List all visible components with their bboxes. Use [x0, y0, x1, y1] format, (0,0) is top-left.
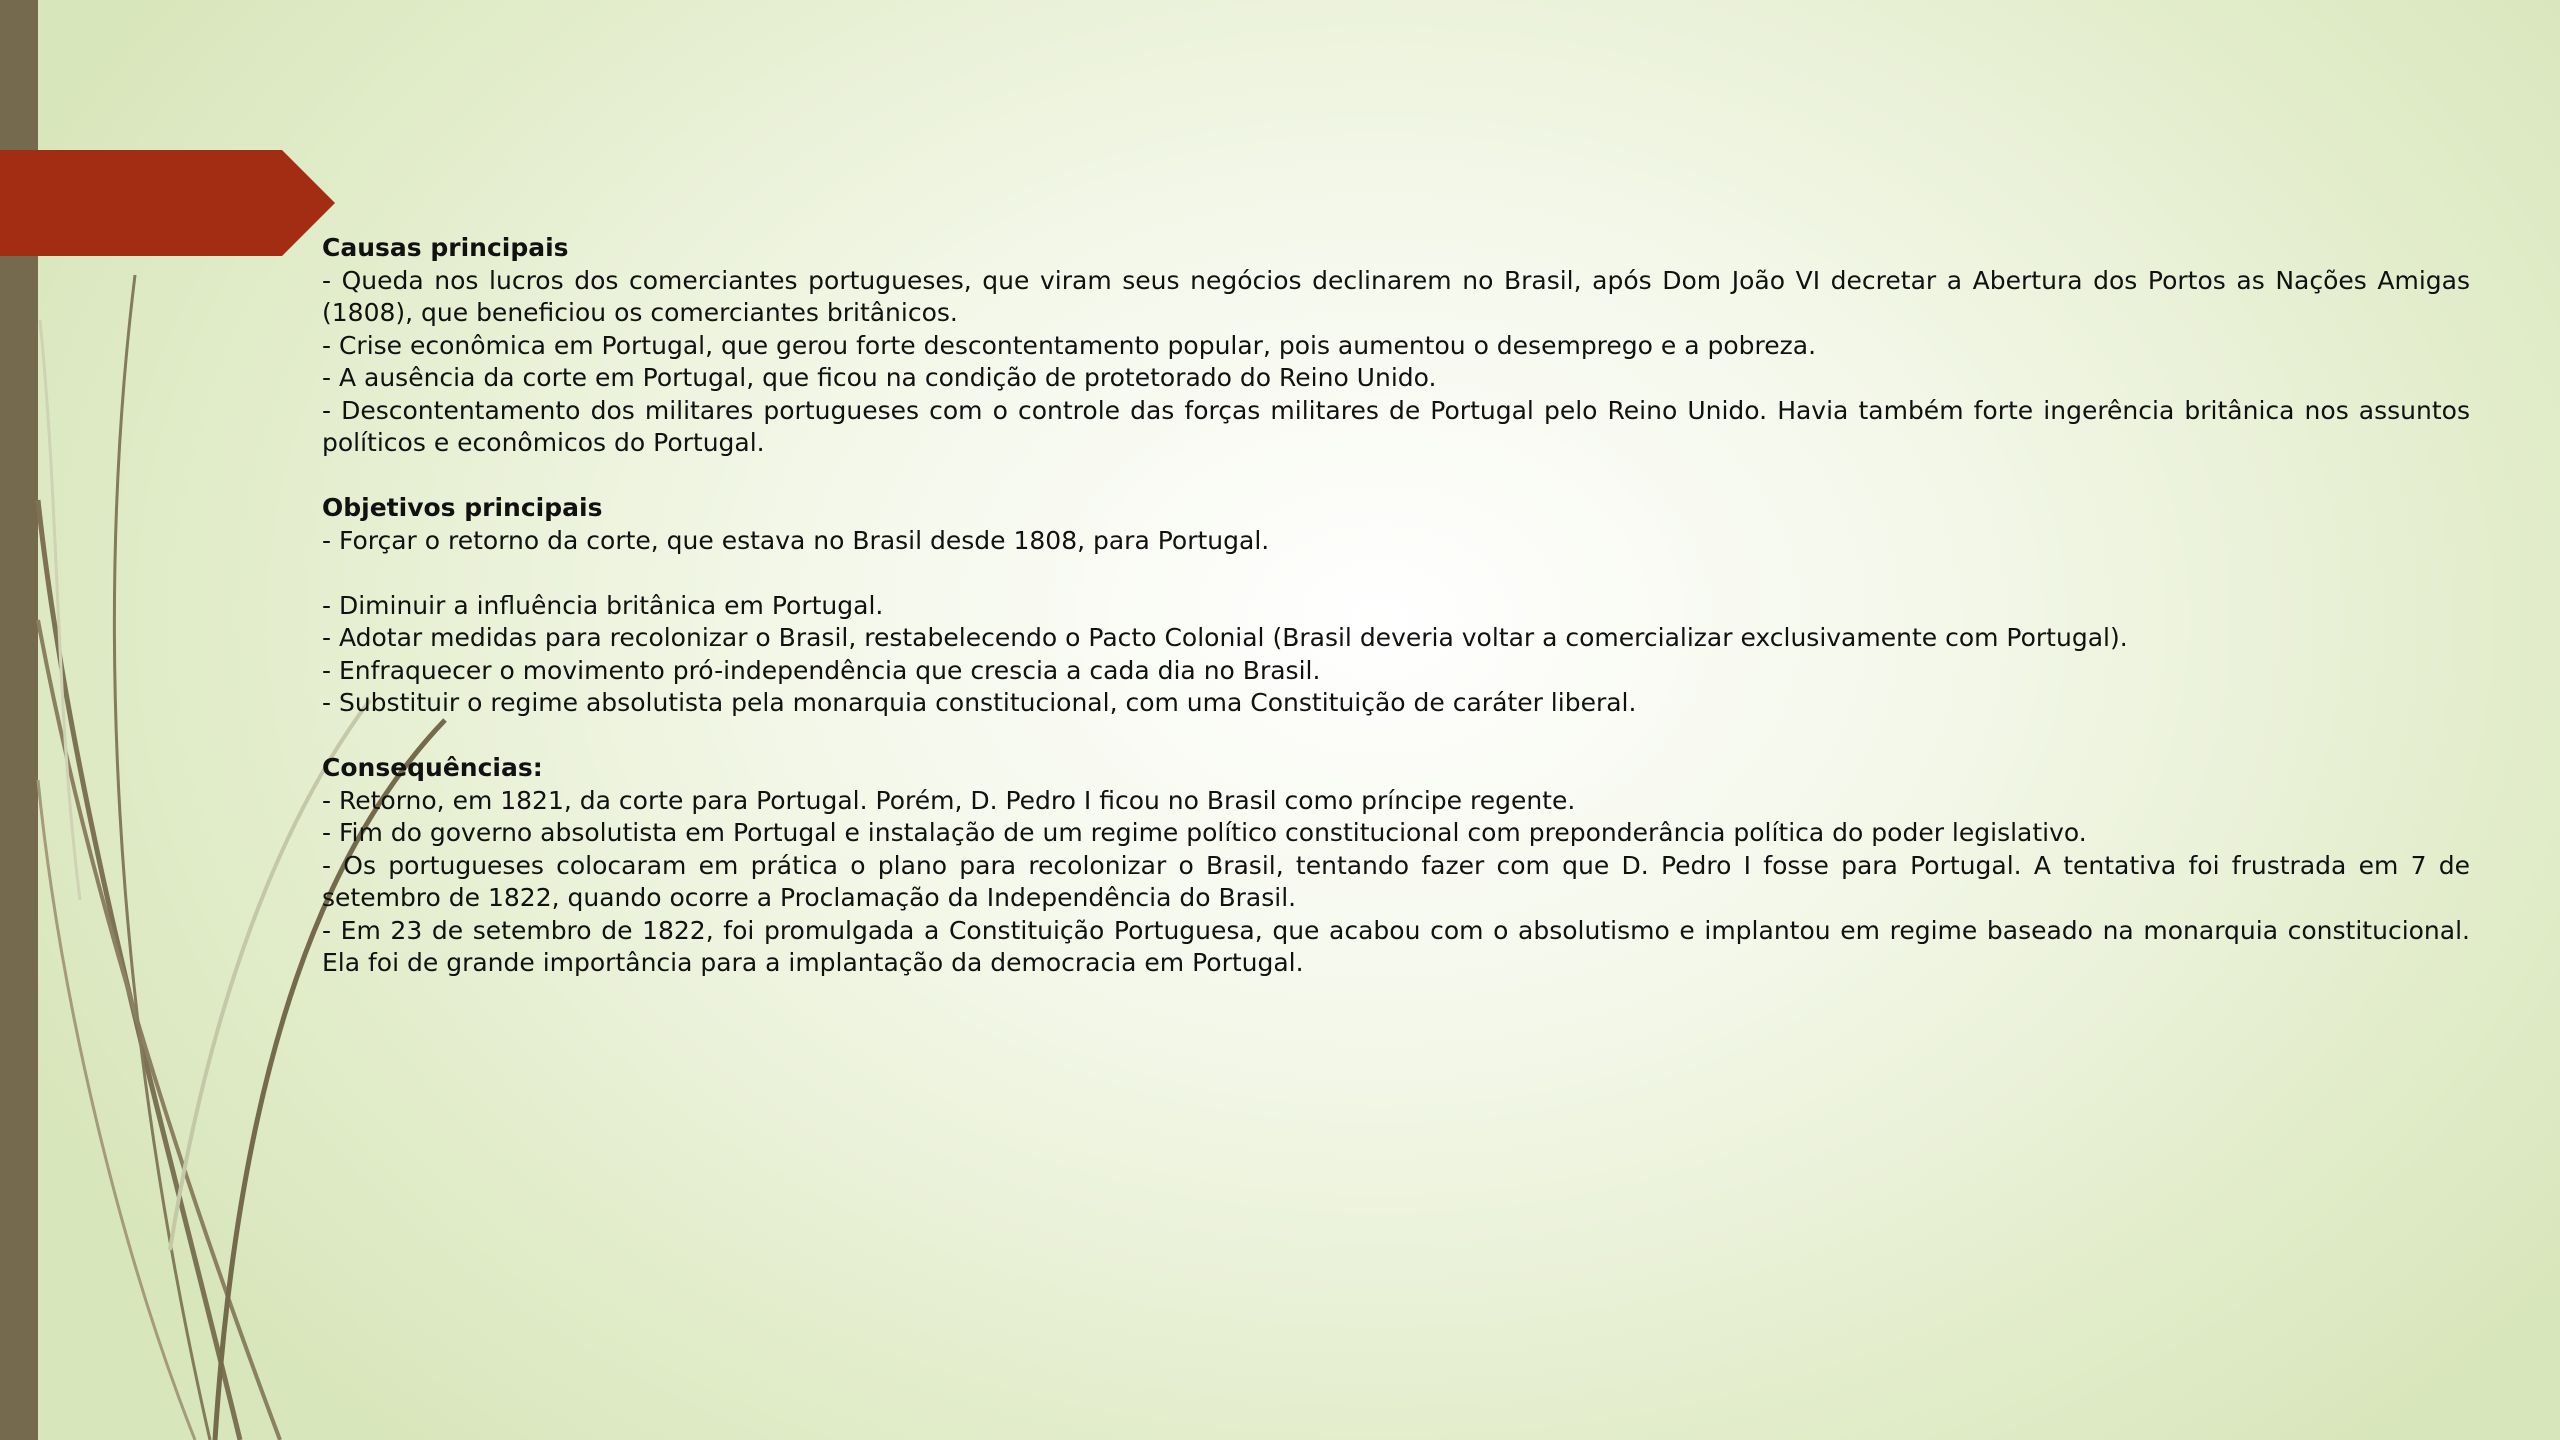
spacer	[322, 557, 2470, 590]
consequencia-item: - Retorno, em 1821, da corte para Portugal. Porém, D. Pedro I ficou no Brasil como príncipe regente.	[322, 785, 1576, 815]
causa-item: - Queda nos lucros dos comerciantes portugueses, que viram seus negócios declinarem no Brasil, após Dom João VI decretar a Abertura dos Portos as Nações Amigas (1808), que beneficiou os comerciantes britânicos.	[322, 265, 2470, 327]
spacer	[322, 720, 2470, 753]
consequencia-item: - Em 23 de setembro de 1822, foi promulgada a Constituição Portuguesa, que acabou com o absolutismo e implantou em regime baseado na monarquia constitucional. Ela foi de grande importância para a implantação da democracia em Portugal.	[322, 915, 2470, 977]
objetivo-item: - Enfraquecer o movimento pró-independência que crescia a cada dia no Brasil.	[322, 655, 1321, 685]
heading-causas: Causas principais	[322, 233, 569, 262]
causa-item: - Descontentamento dos militares portugueses com o controle das forças militares de Portugal pelo Reino Unido. Havia também forte ingerência britânica nos assuntos políticos e econômicos do Portugal.	[322, 395, 2470, 457]
objetivo-item: - Forçar o retorno da corte, que estava no Brasil desde 1808, para Portugal.	[322, 525, 1270, 555]
spacer	[322, 460, 2470, 493]
causa-item: - Crise econômica em Portugal, que gerou forte descontentamento popular, pois aumentou o desemprego e a pobreza.	[322, 330, 1817, 360]
objetivo-item: - Diminuir a influência britânica em Portugal.	[322, 590, 884, 620]
objetivo-item: - Substituir o regime absolutista pela monarquia constitucional, com uma Constituição de caráter liberal.	[322, 688, 1637, 717]
causa-item: - A ausência da corte em Portugal, que ficou na condição de protetorado do Reino Unido.	[322, 363, 1437, 392]
heading-objetivos: Objetivos principais	[322, 493, 603, 522]
objetivo-item: - Adotar medidas para recolonizar o Brasil, restabelecendo o Pacto Colonial (Brasil deveria voltar a comercializar exclusivamente com Portugal).	[322, 623, 2128, 652]
consequencia-item: - Os portugueses colocaram em prática o plano para recolonizar o Brasil, tentando fazer com que D. Pedro I fosse para Portugal. A tentativa foi frustrada em 7 de setembro de 1822, quando ocorre a Proclamação da Independência do Brasil.	[322, 850, 2470, 912]
slide-text-body	[322, 232, 2470, 980]
heading-consequencias: Consequências:	[322, 753, 543, 782]
title-accent-arrow	[0, 150, 335, 256]
consequencia-item: - Fim do governo absolutista em Portugal e instalação de um regime político constitucional com preponderância política do poder legislativo.	[322, 818, 2087, 847]
